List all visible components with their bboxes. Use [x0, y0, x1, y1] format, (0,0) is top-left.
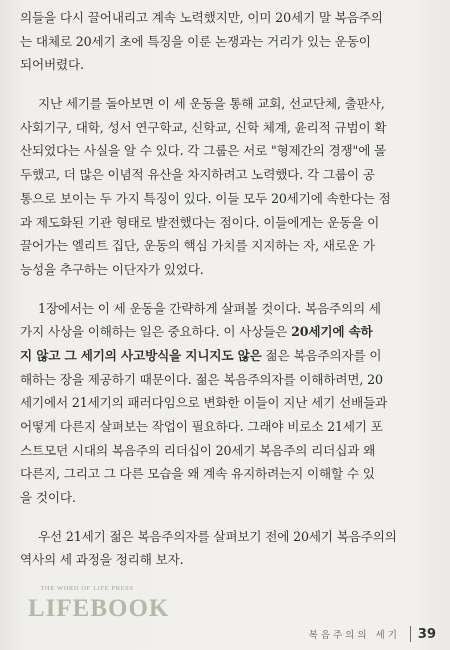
text-line — [20, 320, 436, 344]
text-line: 다른지, 그리고 그 다른 모습을 왜 계속 유지하려는지 이해할 수 있 — [20, 466, 375, 482]
text-line: 어떻게 다른지 살펴보는 작업이 필요하다. 그래야 비로소 21세기 포 — [20, 419, 383, 434]
text-line: 사회기구, 대학, 성서 연구학교, 신학교, 신학 체계, 윤리적 규범이 확 — [20, 119, 387, 135]
page-number: 39 — [417, 626, 436, 642]
body-text — [20, 6, 436, 572]
text-line: 능성을 추구하는 이단자가 있었다. — [20, 261, 204, 277]
publisher-logo-tagline: THE WORD OF LIFE PRESS — [40, 585, 134, 592]
text-line: 우선 21세기 젊은 복음주의자를 살펴보기 전에 20세기 복음주의의 — [38, 528, 397, 544]
text-segment: 가지 사상을 이해하는 일은 중요하다. 이 사상들은 — [20, 324, 292, 340]
publisher-logo-wordmark: LIFEBOOK — [28, 595, 170, 622]
text-line: 는 대체로 20세기 초에 특징을 이룬 논쟁과는 거리가 있는 운동이 — [20, 33, 371, 49]
text-line: 되어버렸다. — [20, 57, 84, 73]
text-line: 역사의 세 과정을 정리해 보자. — [20, 552, 184, 568]
page-footer — [309, 624, 436, 644]
text-line: 과 제도화된 기관 형태로 발전했다는 점이다. 이들에게는 운동을 이 — [20, 214, 380, 230]
text-line: 끌어가는 엘리트 집단, 운동의 핵심 가치를 지지하는 자, 새로운 가 — [20, 238, 375, 254]
text-line: 지난 세기를 돌아보면 이 세 운동을 통해 교회, 선교단체, 출판사, — [38, 96, 385, 112]
publisher-logo — [18, 585, 170, 641]
text-line — [20, 344, 436, 368]
text-line: 스트모던 시대의 복음주의 리더십이 20세기 복음주의 리더십과 왜 — [20, 442, 376, 458]
text-line: 해하는 장을 제공하기 때문이다. 젊은 복음주의자를 이해하려면, 20 — [20, 371, 383, 387]
text-line: 산되었다는 사실을 알 수 있다. 각 그룹은 서로 "형제간의 경쟁"에 몰 — [20, 143, 387, 159]
text-segment: 젊은 복음주의자를 이 — [261, 347, 382, 363]
footer-divider — [410, 626, 411, 642]
text-line: 을 것이다. — [20, 490, 76, 506]
running-title: 복음주의의 세기 — [308, 630, 400, 641]
text-line: 1장에서는 이 세 운동을 간략하게 살펴볼 것이다. 복음주의의 세 — [38, 300, 381, 316]
emphasis-text: 20세기에 속하 — [291, 324, 373, 340]
emphasis-text: 지 않고 그 세기의 사고방식을 지니지도 않은 — [20, 347, 262, 363]
text-line: 통으로 보이는 두 가지 특징이 있다. 이들 모두 20세기에 속한다는 점 — [20, 190, 391, 206]
text-line: 의들을 다시 끌어내리고 계속 노력했지만, 이미 20세기 말 복음주의 — [20, 10, 383, 25]
text-line: 두했고, 더 많은 이념적 유산을 차지하려고 노력했다. 각 그룹이 공 — [20, 167, 375, 183]
text-line: 세기에서 21세기의 패러다임으로 변화한 이들이 지난 세기 선배들과 — [20, 395, 388, 411]
